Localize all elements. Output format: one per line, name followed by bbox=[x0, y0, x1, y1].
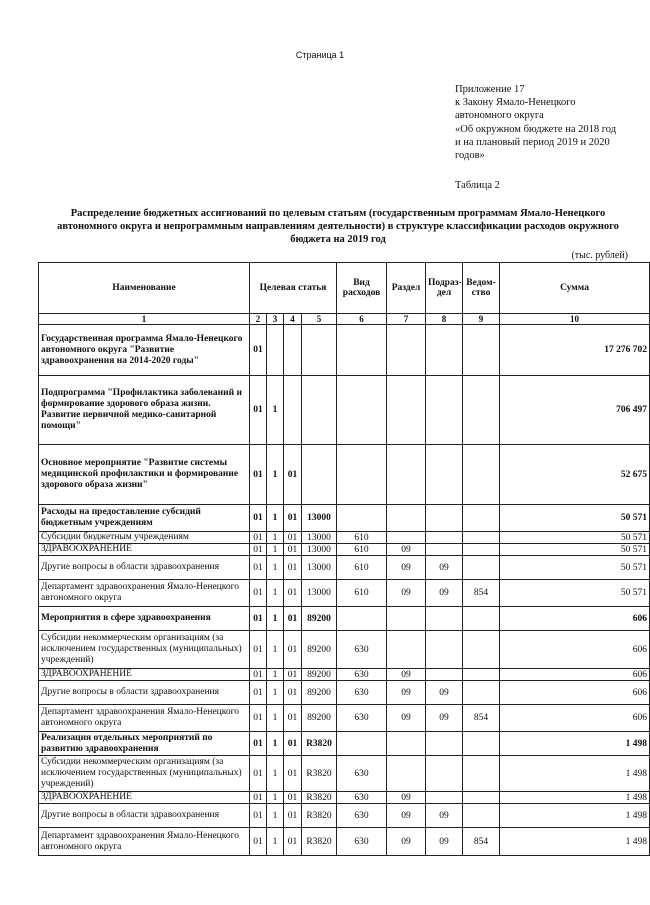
table-row bbox=[39, 732, 650, 756]
section-code: 09 bbox=[387, 828, 426, 856]
target-code-4: 13000 bbox=[302, 532, 337, 544]
column-number: 3 bbox=[267, 314, 284, 325]
dept-code: 854 bbox=[463, 580, 500, 607]
target-code-1: 01 bbox=[250, 756, 267, 792]
dept-code: 854 bbox=[463, 705, 500, 732]
section-code: 09 bbox=[387, 792, 426, 804]
header-kind: Вид расходов bbox=[337, 263, 387, 314]
row-sum: 50 571 bbox=[500, 556, 650, 580]
target-code-4: R3820 bbox=[302, 732, 337, 756]
target-code-4: 13000 bbox=[302, 544, 337, 556]
target-code-2: 1 bbox=[267, 607, 284, 631]
target-code-3: 01 bbox=[284, 681, 302, 705]
target-code-3: 01 bbox=[284, 607, 302, 631]
target-code-1: 01 bbox=[250, 556, 267, 580]
expense-kind: 630 bbox=[337, 705, 387, 732]
expense-kind bbox=[337, 325, 387, 376]
target-code-2 bbox=[267, 325, 284, 376]
subsection-code bbox=[426, 631, 463, 669]
expense-kind bbox=[337, 376, 387, 445]
column-number: 7 bbox=[387, 314, 426, 325]
target-code-1: 01 bbox=[250, 732, 267, 756]
target-code-1: 01 bbox=[250, 631, 267, 669]
row-name: ЗДРАВООХРАНЕНИЕ bbox=[39, 669, 250, 681]
target-code-2: 1 bbox=[267, 705, 284, 732]
table-row bbox=[39, 580, 650, 607]
expense-kind: 630 bbox=[337, 669, 387, 681]
subsection-code: 09 bbox=[426, 705, 463, 732]
row-sum: 50 571 bbox=[500, 532, 650, 544]
row-sum: 606 bbox=[500, 681, 650, 705]
header-sum: Сумма bbox=[500, 263, 650, 314]
expense-kind: 630 bbox=[337, 804, 387, 828]
table-row bbox=[39, 828, 650, 856]
section-code bbox=[387, 732, 426, 756]
dept-code bbox=[463, 681, 500, 705]
subsection-code bbox=[426, 607, 463, 631]
row-name: ЗДРАВООХРАНЕНИЕ bbox=[39, 792, 250, 804]
target-code-2: 1 bbox=[267, 556, 284, 580]
target-code-2: 1 bbox=[267, 445, 284, 505]
row-sum: 17 276 702 bbox=[500, 325, 650, 376]
target-code-4: 13000 bbox=[302, 505, 337, 532]
target-code-3: 01 bbox=[284, 505, 302, 532]
row-sum: 50 571 bbox=[500, 505, 650, 532]
page-label: Страница 1 bbox=[295, 50, 345, 60]
section-code bbox=[387, 376, 426, 445]
expense-kind: 610 bbox=[337, 556, 387, 580]
header-row bbox=[39, 263, 650, 314]
target-code-4: 89200 bbox=[302, 631, 337, 669]
subsection-code bbox=[426, 669, 463, 681]
row-name: Государственная программа Ямало-Ненецкого автономного округа "Развитие здравоохранения на 2014-2020 годы" bbox=[39, 325, 250, 376]
column-number: 1 bbox=[39, 314, 250, 325]
dept-code bbox=[463, 445, 500, 505]
appendix-line: автономного округа bbox=[455, 110, 544, 122]
appendix-line: к Закону Ямало-Ненецкого bbox=[455, 97, 576, 109]
target-code-3: 01 bbox=[284, 705, 302, 732]
expense-kind bbox=[337, 445, 387, 505]
target-code-3: 01 bbox=[284, 556, 302, 580]
units-label: (тыс. рублей) bbox=[571, 250, 628, 261]
target-code-1: 01 bbox=[250, 325, 267, 376]
target-code-2: 1 bbox=[267, 792, 284, 804]
target-code-4: 89200 bbox=[302, 607, 337, 631]
dept-code bbox=[463, 607, 500, 631]
row-sum: 606 bbox=[500, 669, 650, 681]
row-sum: 50 571 bbox=[500, 544, 650, 556]
target-code-2: 1 bbox=[267, 681, 284, 705]
target-code-2: 1 bbox=[267, 544, 284, 556]
row-sum: 1 498 bbox=[500, 792, 650, 804]
dept-code bbox=[463, 631, 500, 669]
target-code-2: 1 bbox=[267, 505, 284, 532]
table-row bbox=[39, 325, 650, 376]
expense-kind: 610 bbox=[337, 544, 387, 556]
table-row bbox=[39, 792, 650, 804]
column-number: 10 bbox=[500, 314, 650, 325]
table-label: Таблица 2 bbox=[455, 180, 500, 191]
target-code-3: 01 bbox=[284, 732, 302, 756]
row-name: Реализация отдельных мероприятий по развитию здравоохранения bbox=[39, 732, 250, 756]
row-sum: 606 bbox=[500, 705, 650, 732]
section-code: 09 bbox=[387, 681, 426, 705]
target-code-2: 1 bbox=[267, 732, 284, 756]
target-code-1: 01 bbox=[250, 828, 267, 856]
row-sum: 1 498 bbox=[500, 828, 650, 856]
target-code-4 bbox=[302, 445, 337, 505]
column-number: 4 bbox=[284, 314, 302, 325]
row-sum: 52 675 bbox=[500, 445, 650, 505]
target-code-3: 01 bbox=[284, 532, 302, 544]
column-number: 2 bbox=[250, 314, 267, 325]
target-code-1: 01 bbox=[250, 532, 267, 544]
target-code-2: 1 bbox=[267, 532, 284, 544]
subsection-code bbox=[426, 445, 463, 505]
section-code bbox=[387, 756, 426, 792]
section-code: 09 bbox=[387, 556, 426, 580]
target-code-3: 01 bbox=[284, 669, 302, 681]
target-code-3 bbox=[284, 376, 302, 445]
target-code-1: 01 bbox=[250, 607, 267, 631]
dept-code bbox=[463, 732, 500, 756]
subsection-code bbox=[426, 376, 463, 445]
row-name: Другие вопросы в области здравоохранения bbox=[39, 681, 250, 705]
expense-kind bbox=[337, 607, 387, 631]
column-number: 5 bbox=[302, 314, 337, 325]
section-code: 09 bbox=[387, 580, 426, 607]
target-code-1: 01 bbox=[250, 376, 267, 445]
target-code-4 bbox=[302, 376, 337, 445]
table-row bbox=[39, 681, 650, 705]
target-code-3: 01 bbox=[284, 445, 302, 505]
row-sum: 50 571 bbox=[500, 580, 650, 607]
appendix-line: «Об окружном бюджете на 2018 год bbox=[455, 123, 617, 135]
section-code bbox=[387, 607, 426, 631]
table-row bbox=[39, 445, 650, 505]
target-code-2: 1 bbox=[267, 828, 284, 856]
subsection-code bbox=[426, 532, 463, 544]
target-code-1: 01 bbox=[250, 445, 267, 505]
table-row bbox=[39, 607, 650, 631]
expense-kind bbox=[337, 732, 387, 756]
target-code-4 bbox=[302, 325, 337, 376]
target-code-2: 1 bbox=[267, 669, 284, 681]
row-sum: 1 498 bbox=[500, 732, 650, 756]
target-code-4: 89200 bbox=[302, 705, 337, 732]
header-section: Раздел bbox=[387, 263, 426, 314]
row-name: Департамент здравоохранения Ямало-Ненецкого автономного округа bbox=[39, 828, 250, 856]
expense-kind bbox=[337, 505, 387, 532]
subsection-code: 09 bbox=[426, 828, 463, 856]
target-code-4: R3820 bbox=[302, 828, 337, 856]
appendix-line: Приложение 17 bbox=[455, 84, 525, 95]
table-row bbox=[39, 631, 650, 669]
row-name: Другие вопросы в области здравоохранения bbox=[39, 556, 250, 580]
subsection-code: 09 bbox=[426, 681, 463, 705]
subsection-code bbox=[426, 792, 463, 804]
row-name: Мероприятия в сфере здравоохранения bbox=[39, 607, 250, 631]
dept-code bbox=[463, 532, 500, 544]
row-name: ЗДРАВООХРАНЕНИЕ bbox=[39, 544, 250, 556]
subsection-code: 09 bbox=[426, 556, 463, 580]
row-sum: 606 bbox=[500, 631, 650, 669]
table-row bbox=[39, 505, 650, 532]
header-subsection: Подраз-дел bbox=[426, 263, 463, 314]
target-code-3: 01 bbox=[284, 792, 302, 804]
dept-code bbox=[463, 544, 500, 556]
target-code-4: R3820 bbox=[302, 756, 337, 792]
row-name: Другие вопросы в области здравоохранения bbox=[39, 804, 250, 828]
section-code bbox=[387, 325, 426, 376]
subsection-code bbox=[426, 325, 463, 376]
subsection-code: 09 bbox=[426, 580, 463, 607]
column-number-row bbox=[39, 314, 650, 325]
section-code bbox=[387, 631, 426, 669]
target-code-4: 13000 bbox=[302, 580, 337, 607]
target-code-3: 01 bbox=[284, 544, 302, 556]
document-title: Распределение бюджетных ассигнований по целевым статьям (государственным программам Ямало-Ненецкого автономного округа и непрограммным направлениям деятельности) в структуре классификации расходов окружного бюджета на 2019 год bbox=[57, 208, 619, 245]
table-row bbox=[39, 556, 650, 580]
target-code-3: 01 bbox=[284, 804, 302, 828]
target-code-2: 1 bbox=[267, 376, 284, 445]
row-sum: 1 498 bbox=[500, 756, 650, 792]
column-number: 6 bbox=[337, 314, 387, 325]
section-code: 09 bbox=[387, 669, 426, 681]
expense-kind: 630 bbox=[337, 681, 387, 705]
row-sum: 606 bbox=[500, 607, 650, 631]
expense-kind: 610 bbox=[337, 580, 387, 607]
expense-kind: 630 bbox=[337, 828, 387, 856]
section-code bbox=[387, 445, 426, 505]
header-name: Наименование bbox=[39, 263, 250, 314]
expense-kind: 610 bbox=[337, 532, 387, 544]
table-row bbox=[39, 705, 650, 732]
target-code-1: 01 bbox=[250, 669, 267, 681]
row-name: Департамент здравоохранения Ямало-Ненецкого автономного округа bbox=[39, 580, 250, 607]
target-code-1: 01 bbox=[250, 580, 267, 607]
table-row bbox=[39, 756, 650, 792]
target-code-3: 01 bbox=[284, 756, 302, 792]
table-row bbox=[39, 376, 650, 445]
target-code-1: 01 bbox=[250, 792, 267, 804]
row-name: Основное мероприятие "Развитие системы медицинской профилактики и формирование здорового образа жизни" bbox=[39, 445, 250, 505]
section-code bbox=[387, 532, 426, 544]
row-sum: 706 497 bbox=[500, 376, 650, 445]
target-code-4: R3820 bbox=[302, 792, 337, 804]
expense-kind: 630 bbox=[337, 792, 387, 804]
dept-code bbox=[463, 756, 500, 792]
dept-code bbox=[463, 556, 500, 580]
subsection-code bbox=[426, 732, 463, 756]
appendix-line: годов» bbox=[455, 150, 485, 162]
table-row bbox=[39, 669, 650, 681]
subsection-code bbox=[426, 544, 463, 556]
table-row bbox=[39, 544, 650, 556]
dept-code bbox=[463, 792, 500, 804]
target-code-3 bbox=[284, 325, 302, 376]
expense-kind: 630 bbox=[337, 631, 387, 669]
row-name: Подпрограмма "Профилактика заболеваний и формирование здорового образа жизни. Развитие первичной медико-санитарной помощи" bbox=[39, 376, 250, 445]
dept-code bbox=[463, 669, 500, 681]
target-code-4: 89200 bbox=[302, 681, 337, 705]
dept-code: 854 bbox=[463, 828, 500, 856]
column-number: 9 bbox=[463, 314, 500, 325]
dept-code bbox=[463, 325, 500, 376]
dept-code bbox=[463, 804, 500, 828]
appendix-block bbox=[455, 83, 635, 162]
row-name: Департамент здравоохранения Ямало-Ненецкого автономного округа bbox=[39, 705, 250, 732]
target-code-4: 13000 bbox=[302, 556, 337, 580]
row-name: Субсидии некоммерческим организациям (за исключением государственных (муниципальных) учреждений) bbox=[39, 631, 250, 669]
target-code-2: 1 bbox=[267, 804, 284, 828]
section-code bbox=[387, 505, 426, 532]
target-code-4: R3820 bbox=[302, 804, 337, 828]
target-code-3: 01 bbox=[284, 828, 302, 856]
subsection-code: 09 bbox=[426, 804, 463, 828]
section-code: 09 bbox=[387, 544, 426, 556]
row-name: Субсидии бюджетным учреждениям bbox=[39, 532, 250, 544]
dept-code bbox=[463, 376, 500, 445]
header-target: Целевая статья bbox=[250, 263, 337, 314]
target-code-2: 1 bbox=[267, 631, 284, 669]
target-code-1: 01 bbox=[250, 544, 267, 556]
target-code-4: 89200 bbox=[302, 669, 337, 681]
subsection-code bbox=[426, 505, 463, 532]
target-code-1: 01 bbox=[250, 705, 267, 732]
target-code-1: 01 bbox=[250, 505, 267, 532]
target-code-2: 1 bbox=[267, 756, 284, 792]
row-name: Расходы на предоставление субсидий бюджетным учреждениям bbox=[39, 505, 250, 532]
target-code-1: 01 bbox=[250, 681, 267, 705]
appendix-line: и на плановый период 2019 и 2020 bbox=[455, 136, 610, 148]
target-code-3: 01 bbox=[284, 631, 302, 669]
row-sum: 1 498 bbox=[500, 804, 650, 828]
target-code-2: 1 bbox=[267, 580, 284, 607]
target-code-1: 01 bbox=[250, 804, 267, 828]
row-name: Субсидии некоммерческим организациям (за исключением государственных (муниципальных) учреждений) bbox=[39, 756, 250, 792]
subsection-code bbox=[426, 756, 463, 792]
target-code-3: 01 bbox=[284, 580, 302, 607]
column-number: 8 bbox=[426, 314, 463, 325]
expense-kind: 630 bbox=[337, 756, 387, 792]
table-row bbox=[39, 532, 650, 544]
table-row bbox=[39, 804, 650, 828]
budget-table bbox=[38, 262, 650, 856]
header-dept: Ведом-ство bbox=[463, 263, 500, 314]
dept-code bbox=[463, 505, 500, 532]
section-code: 09 bbox=[387, 804, 426, 828]
section-code: 09 bbox=[387, 705, 426, 732]
